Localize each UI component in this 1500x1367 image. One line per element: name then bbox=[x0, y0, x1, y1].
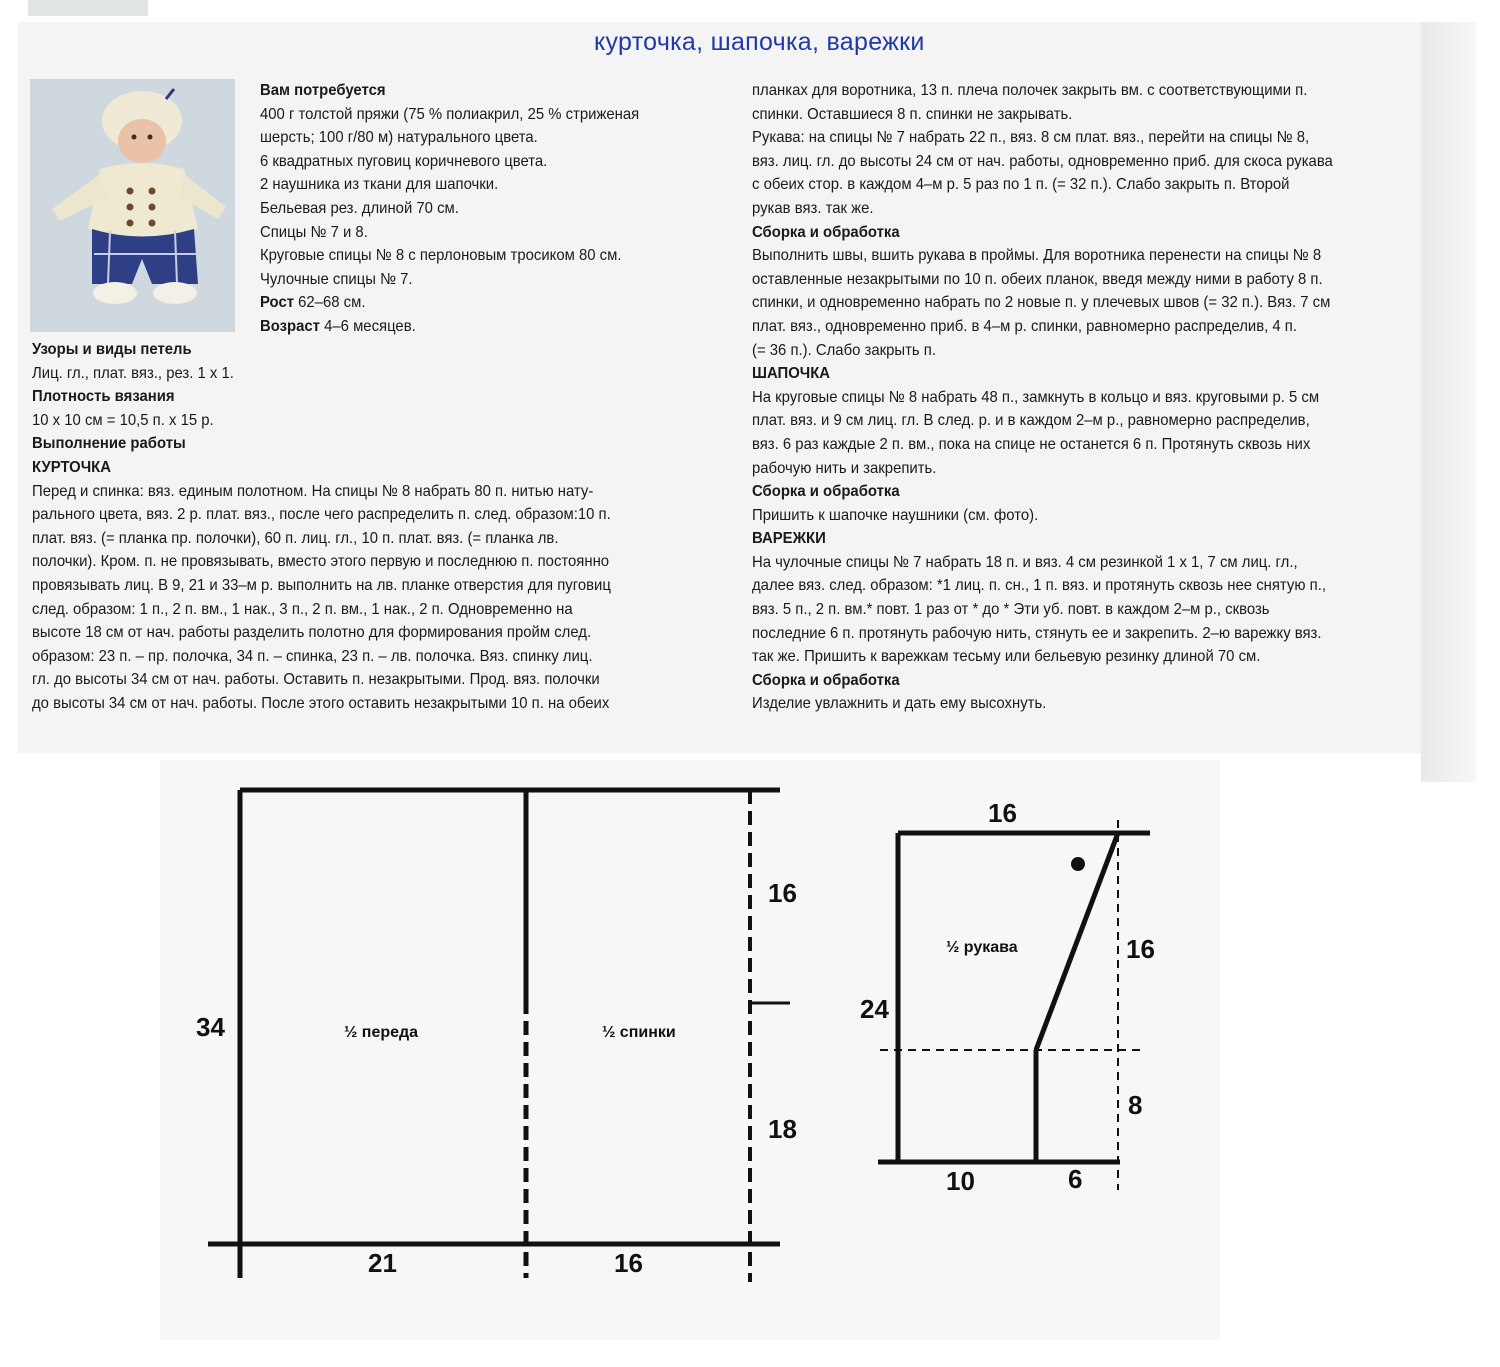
jacket-line: до высоты 34 см от нач. работы. После этого оставить незакрытыми 10 п. на обеих bbox=[32, 694, 610, 712]
body-height-label: 34 bbox=[196, 1012, 225, 1042]
height-label: Рост bbox=[260, 294, 295, 312]
mittens-line: далее вяз. след. образом: *1 лиц. п. сн., 1 п. вяз. и протянуть сквозь нее снятую п., bbox=[752, 577, 1326, 595]
height-value: 62–68 см. bbox=[294, 294, 366, 312]
assembly-line: Пришить к шапочке наушники (см. фото). bbox=[752, 506, 1039, 524]
assembly-line: оставленные незакрытыми по 10 п. обеих планок, введя между ними в работу 8 п. bbox=[752, 270, 1323, 288]
body-labels bbox=[196, 878, 797, 1278]
cont-line: планках для воротника, 13 п. плеча полочек закрыть вм. с соответствующими п. bbox=[752, 82, 1308, 99]
assembly-heading: Сборка и обработка bbox=[752, 223, 900, 241]
hat-line: плат. вяз. и 9 см лиц. гл. В след. р. и в каждом 2–м р., равномерно распределив, bbox=[752, 412, 1310, 430]
patterns-text: Лиц. гл., плат. вяз., рез. 1 х 1. bbox=[32, 364, 234, 382]
materials-line: шерсть; 100 г/80 м) натурального цвета. bbox=[260, 129, 538, 147]
assembly-line: Изделие увлажнить и дать ему высохнуть. bbox=[752, 695, 1047, 713]
assembly-heading: Сборка и обработка bbox=[752, 483, 900, 501]
hat-heading: ШАПОЧКА bbox=[752, 365, 831, 383]
hat-line: На круговые спицы № 8 набрать 48 п., замкнуть в кольцо и вяз. круговыми р. 5 см bbox=[752, 388, 1320, 406]
age-label: Возраст bbox=[260, 317, 320, 335]
page-title: курточка, шапочка, варежки bbox=[594, 28, 925, 56]
materials-line: Спицы № 7 и 8. bbox=[260, 223, 368, 241]
jacket-line: образом: 23 п. – пр. полочка, 34 п. – спинка, 23 п. – лв. полочка. Вяз. спинку лиц. bbox=[32, 647, 593, 665]
jacket-line: высоте 18 см от нач. работы разделить полотно для формирования пройм след. bbox=[32, 624, 592, 642]
age-value: 4–6 месяцев. bbox=[319, 317, 416, 335]
cont-line: с обеих стор. в каждом 4–м р. 5 раз по 1 п. (= 32 п.). Слабо закрыть п. Второй bbox=[752, 176, 1290, 194]
materials-line: Бельевая рез. длиной 70 см. bbox=[260, 199, 459, 217]
jacket-line: провязывать лиц. В 9, 21 и 33–м р. выполнить на лв. планке отверстия для пуговиц bbox=[32, 576, 611, 594]
back-piece-label: ½ спинки bbox=[602, 1024, 676, 1041]
jacket-heading: КУРТОЧКА bbox=[32, 458, 112, 476]
body-diagram bbox=[208, 790, 790, 1282]
patterns-heading: Узоры и виды петель bbox=[32, 341, 192, 358]
sleeve-top-height-label: 16 bbox=[1126, 934, 1155, 964]
mittens-line: так же. Пришить к варежкам тесьму или бельевую резинку длиной 70 см. bbox=[752, 648, 1261, 666]
jacket-line: рального цвета, вяз. 2 р. плат. вяз., после чего распределить п. след. образом:10 п. bbox=[32, 506, 611, 524]
assembly-line: Выполнить швы, вшить рукава в проймы. Для воротника перенести на спицы № 8 bbox=[752, 247, 1322, 265]
assembly-line: спинки, и одновременно набрать по 2 новые п. у плечевых швов (= 32 п.). Вяз. 7 см bbox=[752, 294, 1331, 312]
sleeve-diagram bbox=[878, 820, 1150, 1190]
sleeve-height-label: 24 bbox=[860, 994, 889, 1024]
materials-line: 6 квадратных пуговиц коричневого цвета. bbox=[260, 152, 548, 170]
sleeve-cuff-height-label: 8 bbox=[1128, 1090, 1143, 1120]
execution-heading: Выполнение работы bbox=[32, 435, 186, 453]
cont-line: спинки. Оставшиеся 8 п. спинки не закрывать. bbox=[752, 105, 1073, 123]
hat-line: вяз. 6 раз каждые 2 п. вм., пока на спице не останется 6 п. Протянуть сквозь них bbox=[752, 435, 1311, 453]
sleeve-top-width-label: 16 bbox=[988, 798, 1017, 828]
cont-line: вяз. лиц. гл. до высоты 24 см от нач. работы, одновременно приб. для скоса рукава bbox=[752, 152, 1333, 170]
jacket-line: плат. вяз. (= планка пр. полочки), 60 п. лиц. гл., 10 п. плат. вяз. (= планка лв. bbox=[32, 529, 559, 547]
materials-line: Чулочные спицы № 7. bbox=[260, 270, 413, 288]
hat-line: рабочую нить и закрепить. bbox=[752, 459, 937, 477]
sleeve-bottom-width-a-label: 10 bbox=[946, 1166, 975, 1196]
assembly-line: плат. вяз., одновременно приб. в 4–м р. спинки, равномерно распределив, 4 п. bbox=[752, 317, 1297, 335]
materials-line: 2 наушника из ткани для шапочки. bbox=[260, 176, 499, 194]
density-heading: Плотность вязания bbox=[32, 388, 175, 406]
jacket-line: Перед и спинка: вяз. единым полотном. На спицы № 8 набрать 80 п. нитью нату- bbox=[32, 482, 594, 500]
materials-line: 400 г толстой пряжи (75 % полиакрил, 25 % стриженая bbox=[260, 105, 640, 123]
cont-line: Рукава: на спицы № 7 набрать 22 п., вяз. 8 см плат. вяз., перейти на спицы № 8, bbox=[752, 129, 1310, 147]
lower-height-label: 18 bbox=[768, 1114, 797, 1144]
mittens-heading: ВАРЕЖКИ bbox=[752, 530, 826, 548]
armhole-height-label: 16 bbox=[768, 878, 797, 908]
materials-line: Круговые спицы № 8 с перлоновым тросиком 80 см. bbox=[260, 247, 622, 265]
front-width-label: 21 bbox=[368, 1248, 397, 1278]
front-piece-label: ½ переда bbox=[344, 1024, 419, 1041]
assembly-heading: Сборка и обработка bbox=[752, 671, 900, 689]
jacket-line: след. образом: 1 п., 2 п. вм., 1 нак., 3 п., 2 п. вм., 1 нак., 2 п. Одновременно на bbox=[32, 600, 573, 618]
density-text: 10 х 10 см = 10,5 п. х 15 р. bbox=[32, 411, 214, 429]
mittens-line: последние 6 п. протянуть рабочую нить, стянуть ее и закрепить. 2–ю варежку вяз. bbox=[752, 624, 1322, 642]
sleeve-bottom-width-b-label: 6 bbox=[1068, 1164, 1083, 1194]
sleeve-marker-dot bbox=[1071, 857, 1085, 871]
mittens-line: вяз. 5 п., 2 п. вм.* повт. 1 раз от * до * Эти уб. повт. в каждом 2–м р., сквозь bbox=[752, 601, 1270, 619]
mittens-line: На чулочные спицы № 7 набрать 18 п. и вяз. 4 см резинкой 1 х 1, 7 см лиц. гл., bbox=[752, 553, 1298, 571]
sleeve-piece-label: ½ рукава bbox=[946, 939, 1018, 956]
back-width-label: 16 bbox=[614, 1248, 643, 1278]
assembly-line: (= 36 п.). Слабо закрыть п. bbox=[752, 341, 936, 359]
materials-heading: Вам потребуется bbox=[260, 82, 386, 99]
jacket-line: гл. до высоты 34 см от нач. работы. Оставить п. незакрытыми. Прод. вяз. полочки bbox=[32, 671, 600, 689]
jacket-line: полочки). Кром. п. не провязывать, вместо этого первую и последнюю п. постоянно bbox=[32, 553, 610, 571]
cont-line: рукав вяз. так же. bbox=[752, 199, 874, 217]
